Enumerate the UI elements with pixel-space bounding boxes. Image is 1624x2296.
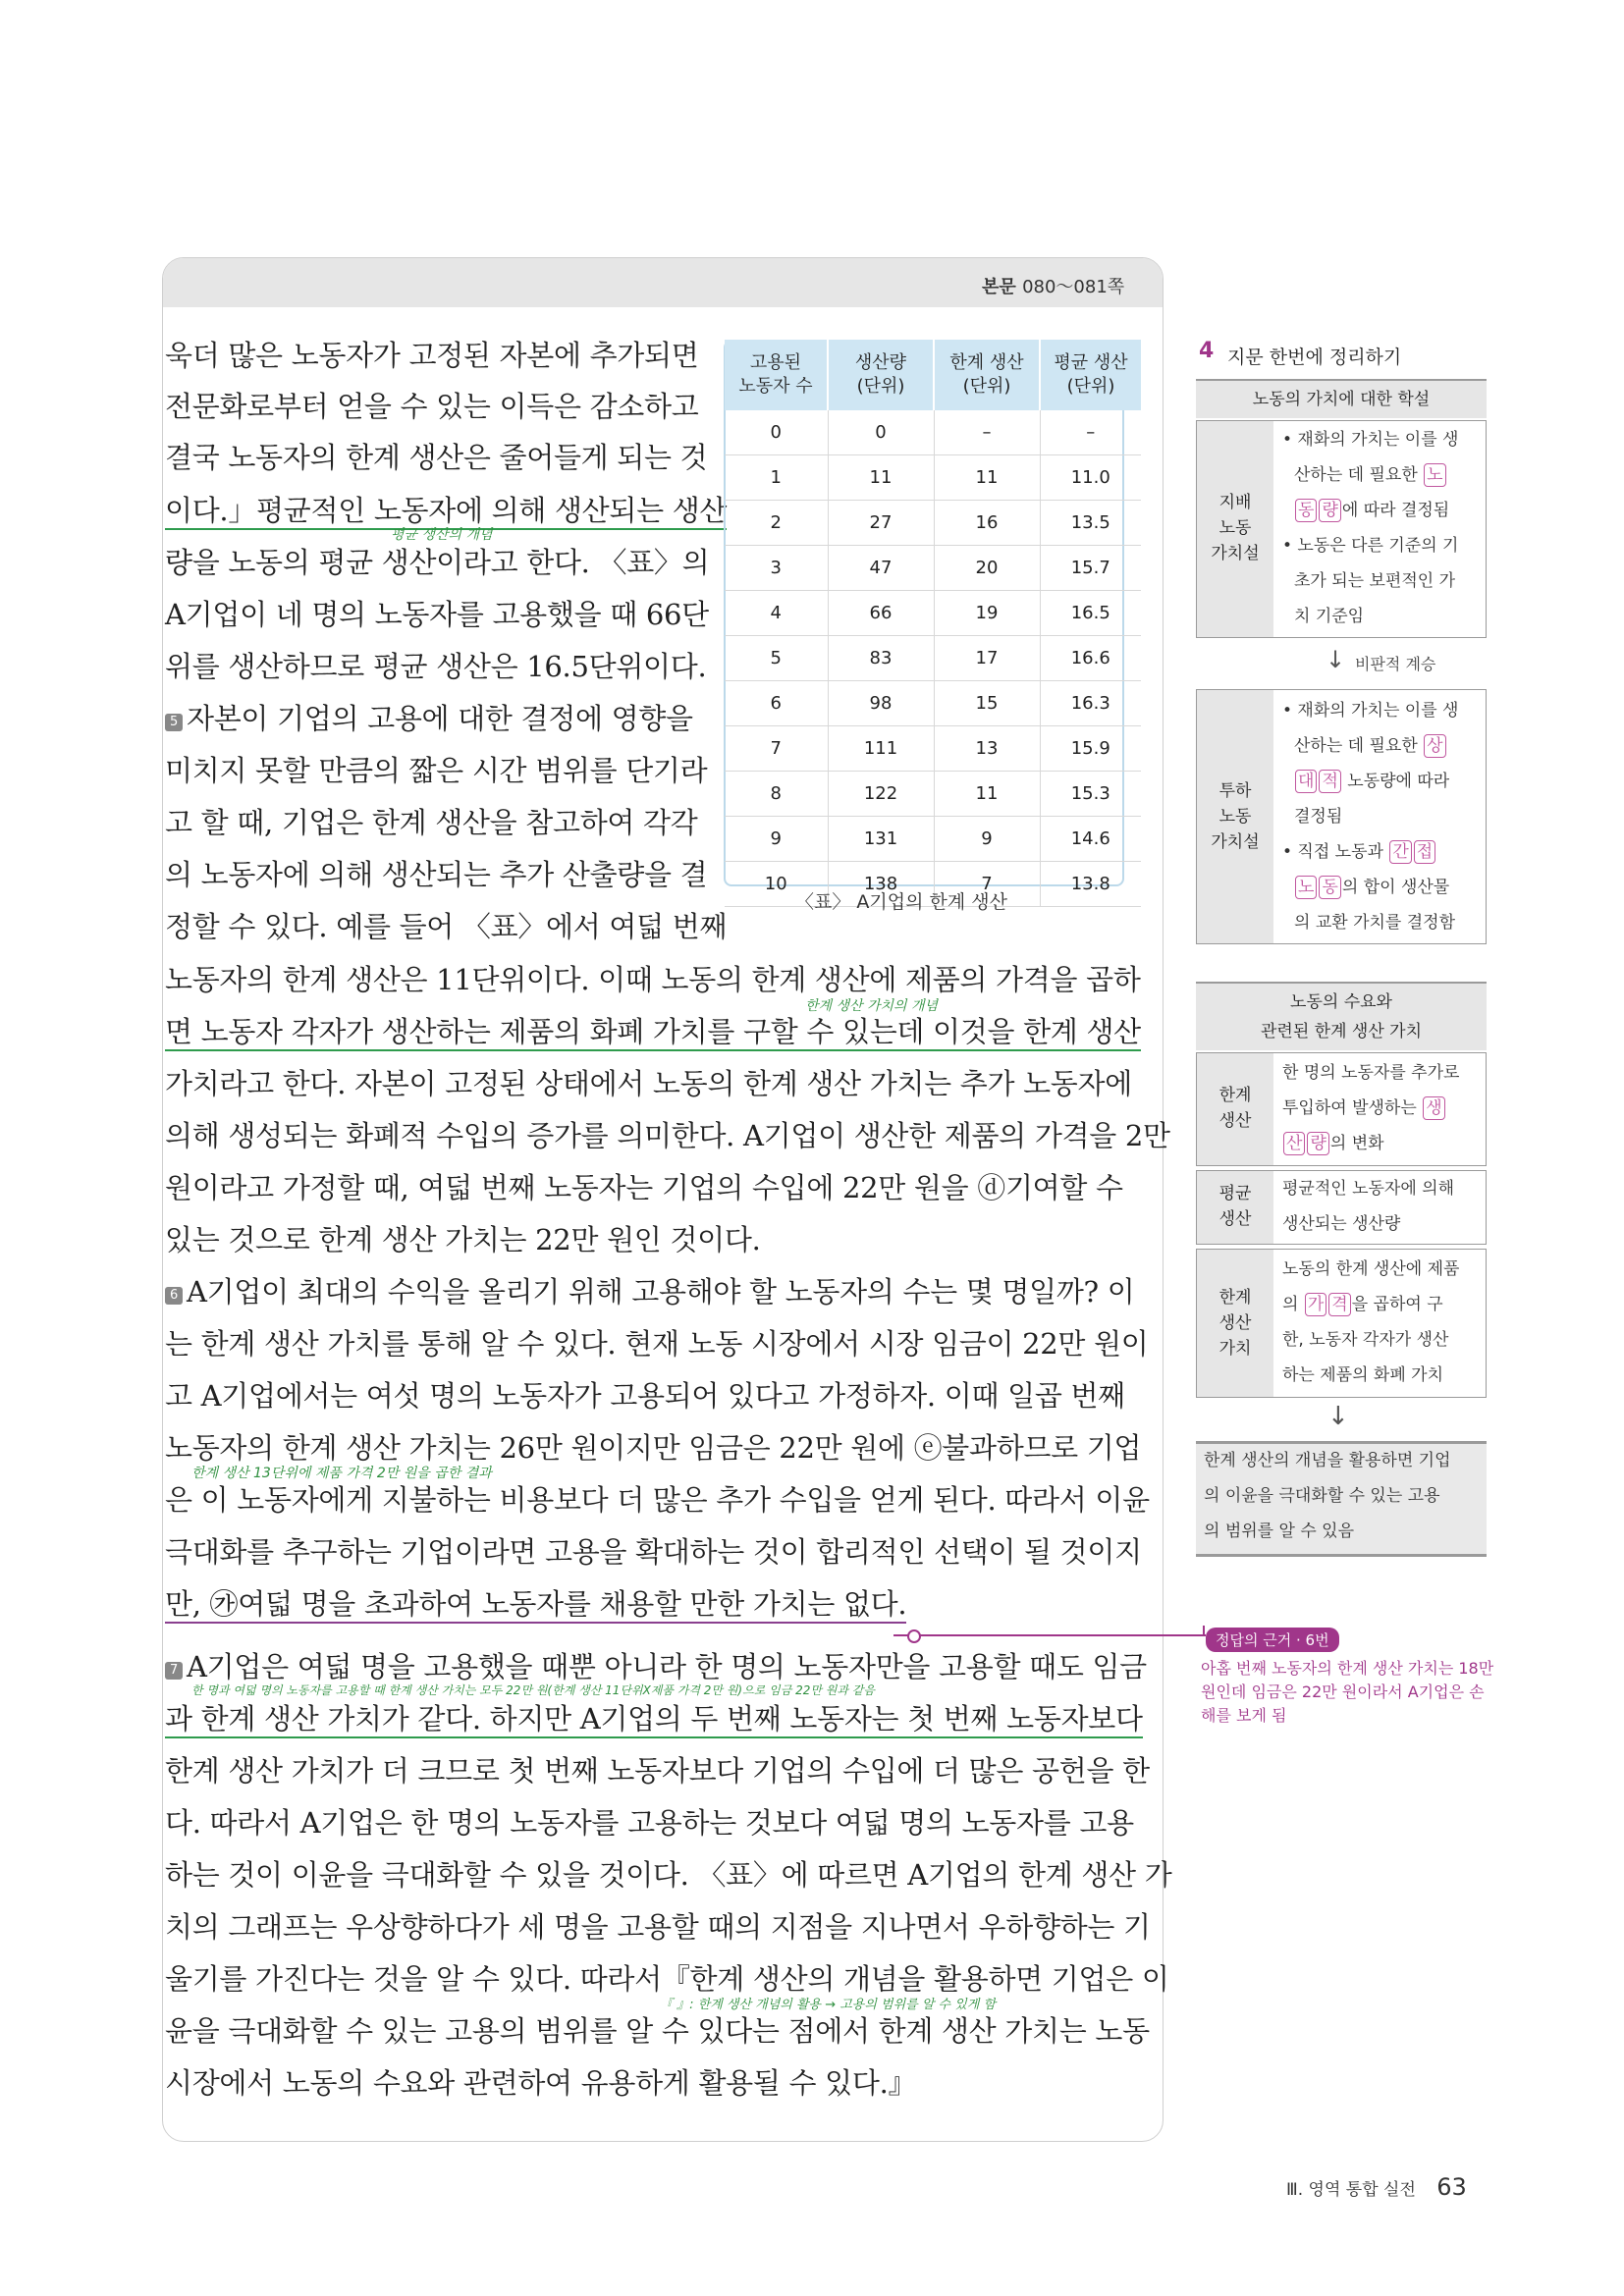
- table-row: [725, 501, 1141, 546]
- text-line: 있는 것으로 한계 생산 가치는 22만 원인 것이다.: [165, 1223, 761, 1256]
- label-marginal-product-value: 한계 생산 가치: [1197, 1250, 1273, 1397]
- table-cell: –: [934, 410, 1040, 455]
- sidebar-title: 지문 한번에 정리하기: [1227, 347, 1402, 368]
- text-row: 의 가 격 을 곱하여 구: [1282, 1295, 1443, 1314]
- paragraph-number: 7: [165, 1662, 183, 1680]
- table-row: [725, 681, 1141, 726]
- text-line: 극대화를 추구하는 기업이라면 고용을 확대하는 것이 합리적인 선택이 될 것이지: [165, 1535, 1142, 1569]
- text-line: 이다.」평균적인 노동자에 의해 생산되는 생산: [165, 493, 727, 530]
- conclusion-row: 의 이윤을 극대화할 수 있는 고용: [1204, 1486, 1440, 1506]
- box1-header: 노동의 가치에 대한 학설: [1196, 381, 1487, 418]
- annotation: 한계 생산 가치의 개념: [805, 998, 939, 1014]
- text-line: 는 한계 생산 가치를 통해 알 수 있다. 현재 노동 시장에서 시장 임금이 22만 원이: [165, 1327, 1149, 1361]
- text-line: 울기를 가진다는 것을 알 수 있다. 따라서『한계 생산의 개념을 활용하면 기업은 이: [165, 1962, 1169, 1996]
- table-cell: 4: [725, 591, 828, 636]
- paragraph-number: 6: [165, 1287, 183, 1305]
- table-cell: 16.5: [1040, 591, 1141, 636]
- table-row: [725, 546, 1141, 591]
- table-row: [725, 455, 1141, 501]
- text-row: 노동의 한계 생산에 제품: [1282, 1259, 1460, 1279]
- text-line: 미치지 못할 만큼의 짧은 시간 범위를 단기라: [165, 754, 708, 787]
- text-line: 시장에서 노동의 수요와 관련하여 유용하게 활용될 수 있다.』: [165, 2066, 917, 2100]
- text-line-para7: [165, 1649, 1147, 1684]
- box2-header: 노동의 수요와 관련된 한계 생산 가치: [1196, 984, 1487, 1050]
- table-cell: 15: [934, 681, 1040, 726]
- table-cell: 15.9: [1040, 726, 1141, 772]
- text-line: 정할 수 있다. 예를 들어 〈표〉에서 여덟 번째: [165, 910, 728, 943]
- table-cell: 7: [725, 726, 828, 772]
- table-cell: 13.5: [1040, 501, 1141, 546]
- text-line: 의해 생성되는 화폐적 수입의 증가를 의미한다. A기업이 생산한 제품의 가격을 2만: [165, 1119, 1170, 1152]
- answer-basis-tag: 정답의 근거 · 6번: [1206, 1628, 1339, 1652]
- table-row: [725, 817, 1141, 862]
- table-row: [725, 636, 1141, 681]
- table-cell: 2: [725, 501, 828, 546]
- text-row: 평균적인 노동자에 의해: [1282, 1179, 1455, 1199]
- text-line: 가치라고 한다. 자본이 고정된 상태에서 노동의 한계 생산 가치는 추가 노동자에: [165, 1067, 1132, 1100]
- label-average-product: 평균 생산: [1197, 1171, 1273, 1244]
- text-line: 결국 노동자의 한계 생산은 줄어들게 되는 것: [165, 441, 708, 474]
- table-cell: 15.3: [1040, 772, 1141, 817]
- text-line: 욱더 많은 노동자가 고정된 자본에 추가되면: [165, 339, 699, 372]
- page-number: 63: [1436, 2173, 1467, 2201]
- label-embodied-labor-theory: 투하 노동 가치설: [1197, 690, 1273, 943]
- text: 자본이 기업의 고용에 대한 결정에 영향을: [187, 702, 693, 735]
- text-line: 한계 생산 가치가 더 크므로 첫 번째 노동자보다 기업의 수입에 더 많은 공헌을 한: [165, 1754, 1150, 1788]
- paragraph-number: 5: [165, 714, 183, 731]
- text-row: 한 명의 노동자를 추가로: [1282, 1063, 1460, 1083]
- annotation: 한계 생산 13단위에 제품 가격 2만 원을 곱한 결과: [191, 1466, 492, 1481]
- text-line: A기업이 네 명의 노동자를 고용했을 때 66단: [165, 598, 709, 631]
- text-row: 투입하여 발생하는 생: [1282, 1091, 1446, 1126]
- text-line: 윤을 극대화할 수 있는 고용의 범위를 알 수 있다는 점에서 한계 생산 가치는 노동: [165, 2014, 1150, 2048]
- text-line: 은 이 노동자에게 지불하는 비용보다 더 많은 추가 수입을 얻게 된다. 따라서 이윤: [165, 1483, 1150, 1517]
- table-cell: 7: [934, 862, 1040, 907]
- table-cell: 11: [934, 772, 1040, 817]
- annotation: 평균 생산의 개념: [391, 527, 493, 543]
- text-line: 하는 것이 이윤을 극대화할 수 있을 것이다. 〈표〉에 따르면 A기업의 한계 생산 가: [165, 1858, 1172, 1892]
- table-cell: 5: [725, 636, 828, 681]
- text-line: 고 A기업에서는 여섯 명의 노동자가 고용되어 있다고 가정하자. 이때 일곱 번째: [165, 1379, 1125, 1413]
- table-cell: 66: [828, 591, 934, 636]
- annotation: 한 명과 여덟 명의 노동자를 고용할 때 한계 생산 가치는 모두 22만 원(한계 생산 11단위X제품 가격 2만 원)으로 임금 22만 원과 같음: [191, 1683, 875, 1697]
- source-range: 080～081쪽: [1022, 277, 1125, 297]
- down-arrow-icon: ↓: [1326, 646, 1346, 673]
- text-row: 하는 제품의 화폐 가치: [1282, 1365, 1444, 1385]
- table-cell: 47: [828, 546, 934, 591]
- text-row: • 직접 노동과 간 접: [1282, 834, 1436, 870]
- table-header-cell: 고용된 노동자 수: [725, 340, 828, 410]
- text-line: 과 한계 생산 가치가 같다. 하지만 A기업의 두 번째 노동자는 첫 번째 노동자보다: [165, 1701, 1143, 1738]
- text-row: 대 적 노동량에 따라: [1294, 764, 1449, 799]
- connector-line: [893, 1634, 1206, 1636]
- table-cell: 3: [725, 546, 828, 591]
- table-cell: 11.0: [1040, 455, 1141, 501]
- label-marginal-product: 한계 생산: [1197, 1053, 1273, 1165]
- text-line: 다. 따라서 A기업은 한 명의 노동자를 고용하는 것보다 여덟 명의 노동자를 고용: [165, 1806, 1134, 1840]
- connector-line: [1203, 1626, 1205, 1636]
- text-line: 면 노동자 각자가 생산하는 제품의 화폐 가치를 구할 수 있는데 이것을 한계 생산: [165, 1014, 1141, 1051]
- table-cell: 11: [828, 455, 934, 501]
- table-row: [725, 726, 1141, 772]
- text-row: 노 동 의 합이 생산물: [1294, 870, 1449, 905]
- table-cell: 122: [828, 772, 934, 817]
- table-header-cell: 한계 생산 (단위): [934, 340, 1040, 410]
- table-cell: 0: [828, 410, 934, 455]
- label-dominant-labor-theory: 지배 노동 가치설: [1197, 421, 1273, 637]
- text-row: 산 량 의 변화: [1282, 1126, 1384, 1161]
- text: A기업은 여덟 명을 고용했을 때뿐 아니라 한 명의 노동자만을 고용할 때도 임금: [187, 1650, 1147, 1683]
- table-cell: 9: [934, 817, 1040, 862]
- table-caption: 〈표〉 A기업의 한계 생산: [795, 891, 1007, 913]
- table-header-cell: 생산량 (단위): [828, 340, 934, 410]
- table-cell: 15.7: [1040, 546, 1141, 591]
- text-line-para5: [165, 701, 693, 736]
- page-footer: [1286, 2173, 1467, 2201]
- table-cell: 13.8: [1040, 862, 1141, 907]
- table-cell: 20: [934, 546, 1040, 591]
- table-header-cell: 평균 생산 (단위): [1040, 340, 1141, 410]
- table-cell: 14.6: [1040, 817, 1141, 862]
- connector-dot: [907, 1629, 921, 1643]
- table-row: [725, 591, 1141, 636]
- table-cell: 138: [828, 862, 934, 907]
- text-line: 전문화로부터 얻을 수 있는 이득은 감소하고: [165, 390, 699, 423]
- table-cell: 10: [725, 862, 828, 907]
- marginal-product-table: [725, 340, 1141, 907]
- text-row: 산하는 데 필요한 노: [1294, 457, 1447, 493]
- text-line: 만, ㉮여덟 명을 초과하여 노동자를 채용할 만한 가치는 없다.: [165, 1586, 906, 1624]
- table-cell: 1: [725, 455, 828, 501]
- table-cell: 16: [934, 501, 1040, 546]
- text-row: 한, 노동자 각자가 생산: [1282, 1330, 1449, 1350]
- sidebar-number: 4: [1199, 339, 1215, 363]
- answer-basis-note: 아홉 번째 노동자의 한계 생산 가치는 18만 원인데 임금은 22만 원이라서 A기업은 손해를 보게 됨: [1201, 1659, 1494, 1725]
- text-row: 동 량 에 따라 결정됨: [1294, 493, 1449, 528]
- text-line: 위를 생산하므로 평균 생산은 16.5단위이다.: [165, 650, 707, 683]
- conclusion-row: 의 범위를 알 수 있음: [1204, 1522, 1354, 1541]
- text-row: 초가 되는 보편적인 가: [1294, 571, 1456, 591]
- table-cell: 9: [725, 817, 828, 862]
- table-cell: 0: [725, 410, 828, 455]
- text: A기업이 최대의 수익을 올리기 위해 고용해야 할 노동자의 수는 몇 명일까? 이: [187, 1275, 1135, 1308]
- table-cell: 13: [934, 726, 1040, 772]
- table-cell: 16.3: [1040, 681, 1141, 726]
- text-line: 량을 노동의 평균 생산이라고 한다. 〈표〉의: [165, 546, 710, 579]
- text-row: 산하는 데 필요한 상: [1294, 728, 1447, 764]
- table-cell: 19: [934, 591, 1040, 636]
- table-cell: 17: [934, 636, 1040, 681]
- table-cell: 11: [934, 455, 1040, 501]
- table-cell: 111: [828, 726, 934, 772]
- down-arrow-icon: ↓: [1327, 1402, 1349, 1431]
- table-cell: 83: [828, 636, 934, 681]
- text-row: 의 교환 가치를 결정함: [1294, 913, 1456, 933]
- source-pages-label: [982, 273, 1124, 298]
- text-row: • 재화의 가치는 이를 생: [1282, 430, 1459, 450]
- section-label: Ⅲ. 영역 통합 실전: [1286, 2180, 1416, 2200]
- text-line: 노동자의 한계 생산 가치는 26만 원이지만 임금은 22만 원에 ⓔ불과하므로 기업: [165, 1431, 1142, 1465]
- text-line: 치의 그래프는 우상향하다가 세 명을 고용할 때의 지점을 지나면서 우하향하는 기: [165, 1910, 1151, 1944]
- table-cell: –: [1040, 410, 1141, 455]
- table-row: [725, 772, 1141, 817]
- arrow-label: 비판적 계승: [1355, 655, 1436, 673]
- table-cell: 8: [725, 772, 828, 817]
- annotation: 『 』: 한계 생산 개념의 활용 → 고용의 범위를 알 수 있게 함: [660, 1998, 997, 2012]
- text-row: 결정됨: [1294, 807, 1343, 827]
- conclusion-row: 한계 생산의 개념을 활용하면 기업: [1204, 1451, 1451, 1470]
- table-cell: 6: [725, 681, 828, 726]
- table-row: [725, 410, 1141, 455]
- text-line: 노동자의 한계 생산은 11단위이다. 이때 노동의 한계 생산에 제품의 가격을 곱하: [165, 963, 1141, 996]
- table-cell: 131: [828, 817, 934, 862]
- table-cell: 98: [828, 681, 934, 726]
- text-line: 의 노동자에 의해 생산되는 추가 산출량을 결: [165, 858, 708, 891]
- source-label: 본문: [982, 277, 1016, 297]
- text-line: 원이라고 가정할 때, 여덟 번째 노동자는 기업의 수입에 22만 원을 ⓓ기여할 수: [165, 1171, 1123, 1204]
- text-row: • 재화의 가치는 이를 생: [1282, 701, 1459, 721]
- table-cell: 16.6: [1040, 636, 1141, 681]
- text-line: 고 할 때, 기업은 한계 생산을 참고하여 각각: [165, 806, 698, 839]
- text-line-para6: [165, 1274, 1134, 1309]
- text-row: 치 기준임: [1294, 607, 1365, 626]
- text-row: • 노동은 다른 기준의 기: [1282, 536, 1459, 556]
- table-cell: 27: [828, 501, 934, 546]
- text-row: 생산되는 생산량: [1282, 1214, 1401, 1234]
